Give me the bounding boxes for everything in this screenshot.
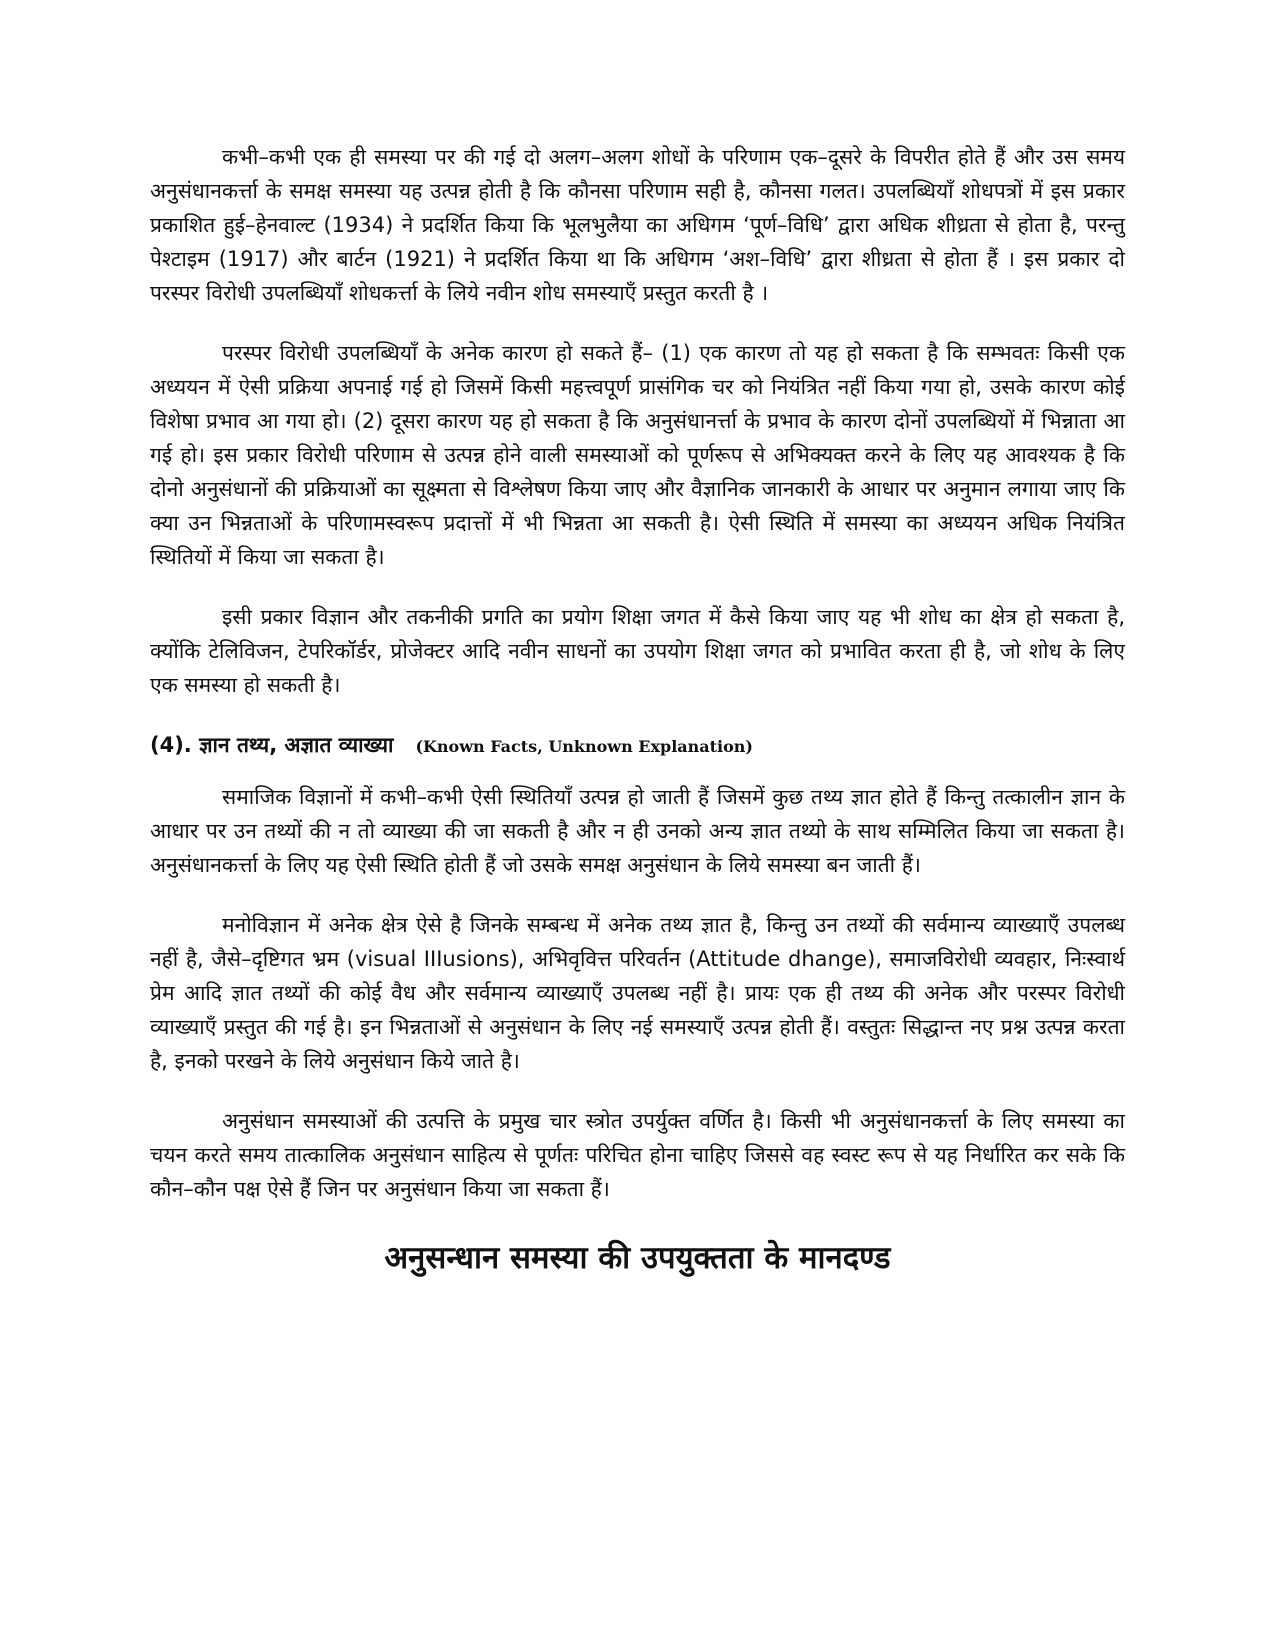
page-heading: अनुसन्धान समस्या की उपयुक्तता के मानदण्ड [384, 1240, 891, 1276]
paragraph-technology-in-education: इसी प्रकार विज्ञान और तकनीकी प्रगति का प्रयोग शिक्षा जगत में कैसे किया जाए यह भी शोध का क्षेत्र हो सकता है, क्योंकि टेलिविजन, टेपरिकॉर्डर, प्रोजेक्टर आदि नवीन साधनों का उपयोग शिक्षा जगत को प्रभावित करता ही है, जो शोध के लिए एक समस्या हो सकती है। [150, 605, 1125, 697]
paragraph-conflicting-results: कभी–कभी एक ही समस्या पर की गई दो अलग–अलग शोधों के परिणाम एक–दूसरे के विपरीत होते हैं और उस समय अनुसंधानकर्त्ता के समक्ष समस्या यह उत्पन्न होती है कि कौनसा परिणाम सही है, कौनसा गलत। उपलब्धियॉं शोधपत्रों में इस प्रकार प्रकाशित हुई–हेनवाल्ट (1934) ने प्रदर्शित किया कि भूलभुलैया का अधिगम ‘पूर्ण–विधि’ द्वारा अधिक शीध्रता से होता है, परन्तु पेश्टाइम (1917) और बार्टन (1921) ने प्रदर्शित किया था कि अधिगम ‘अश–विधि’ द्वारा शीध्रता से होता हैं । इस प्रकार दो परस्पर विरोधी उपलब्धियॉं शोधकर्त्ता के लिये नवीन शोध समस्याऍं प्रस्तुत करती है । [150, 145, 1125, 305]
document-page [150, 140, 1125, 1280]
paragraph-sources-summary: अनुसंधान समस्याओं की उत्पत्ति के प्रमुख चार स्त्रोत उपर्युक्त वर्णित है। किसी भी अनुसंधानकर्त्ता के लिए समस्या का चयन करते समय तात्कालिक अनुसंधान साहित्य से पूर्णतः परिचित होना चाहिए जिससे वह स्वस्ट रूप से यह निर्धारित कर सके कि कौन–कौन पक्ष ऐसे हैं जिन पर अनुसंधान किया जा सकता हैं। [150, 1109, 1125, 1201]
section-4-heading [150, 728, 1125, 764]
paragraph-reasons-for-conflict: परस्पर विरोधी उपलब्धियॉं के अनेक कारण हो सकते हैं– (1) एक कारण तो यह हो सकता है कि सम्भवतः किसी एक अध्ययन में ऐसी प्रक्रिया अपनाई गई हो जिसमें किसी महत्त्वपूर्ण प्रासंगिक चर को नियंत्रित नहीं किया गया हो, उसके कारण कोई विशेषा प्रभाव आ गया हो। (2) दूसरा कारण यह हो सकता है कि अनुसंधानर्त्ता के प्रभाव के कारण दोनों उपलब्धियों में भिन्नाता आ गई हो। इस प्रकार विरोधी परिणाम से उत्पन्न होने वाली समस्याओं को पूर्णरूप से अभिक्यक्त करने के लिए यह आवश्यक है कि दोनो अनुसंधानों की प्रक्रियाओं का सूक्ष्मता से विश्लेषण किया जाए और वैज्ञानिक जानकारी के आधार पर अनुमान लगाया जाए कि क्या उन भिन्नताओं के परिणामस्वरूप प्रदात्तों में भी भिन्नता आ सकती है। ऐसी स्थिति में समस्या का अध्ययन अधिक नियंत्रित स्थितियों में किया जा सकता है। [150, 341, 1125, 569]
paragraph-known-facts: समाजिक विज्ञानों में कभी–कभी ऐसी स्थितियॉं उत्पन्न हो जाती हैं जिसमें कुछ तथ्य ज्ञात होते हैं किन्तु तत्कालीन ज्ञान के आधार पर उन तथ्यों की न तो व्याख्या की जा सकती है और न ही उनको अन्य ज्ञात तथ्यो के साथ सम्मिलित किया जा सकता है। अनुसंधानकर्त्ता के लिए यह ऐसी स्थिति होती हैं जो उसके समक्ष अनुसंधान के लिये समस्या बन जाती हैं। [150, 785, 1125, 877]
section-4-heading-english: (Known Facts, Unknown Explanation) [415, 737, 753, 756]
section-4-heading-hindi: (4). ज्ञान तथ्य, अज्ञात व्याख्या [150, 733, 394, 757]
paragraph-psychology-examples: मनोविज्ञान में अनेक क्षेत्र ऐसे है जिनके सम्बन्ध में अनेक तथ्य ज्ञात है, किन्तु उन तथ्यों की सर्वमान्य व्याख्याऍं उपलब्ध नहीं है, जैसे–दृष्टिगत भ्रम (visual IIIusions), अभिवृवित्त परिवर्तन (Attitude dhange), समाजविरोधी व्यवहार, निःस्वार्थ प्रेम आदि ज्ञात तथ्यों की कोई वैध और सर्वमान्य व्याख्याऍं उपलब्ध नहीं है। प्रायः एक ही तथ्य की अनेक और परस्पर विरोधी व्याख्याऍं प्रस्तुत की गई है। इन भिन्नताओं से अनुसंधान के लिए नई समस्याऍं उत्पन्न होती हैं। वस्तुतः सिद्धान्त नए प्रश्न उत्पन्न करता है, इनको परखने के लिये अनुसंधान किये जाते है। [150, 913, 1125, 1073]
